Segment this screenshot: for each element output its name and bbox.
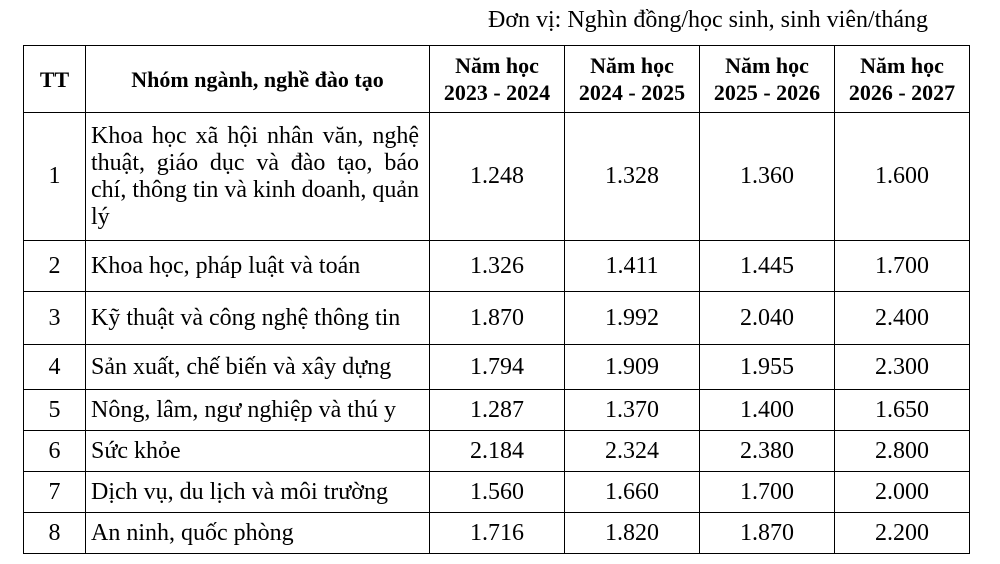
value-2023-2024: 1.287 xyxy=(430,390,565,431)
row-group-name: Khoa học xã hội nhân văn, nghệ thuật, giáo dục và đào tạo, báo chí, thông tin và kinh doanh, quản lý xyxy=(86,113,430,241)
row-number: 3 xyxy=(24,292,86,345)
header-tt: TT xyxy=(24,46,86,113)
value-2025-2026: 1.700 xyxy=(700,472,835,513)
row-number: 6 xyxy=(24,431,86,472)
value-2026-2027: 2.300 xyxy=(835,345,970,390)
header-year-2-range: 2024 - 2025 xyxy=(578,80,686,105)
value-2025-2026: 1.445 xyxy=(700,241,835,292)
value-2025-2026: 2.040 xyxy=(700,292,835,345)
value-2024-2025: 1.370 xyxy=(565,390,700,431)
header-year-3 xyxy=(700,46,835,113)
row-group-name: Sức khỏe xyxy=(86,431,430,472)
unit-note: Đơn vị: Nghìn đồng/học sinh, sinh viên/tháng xyxy=(487,7,928,33)
header-year-3-label: Năm học xyxy=(725,53,809,78)
table-row xyxy=(24,345,970,390)
table-row xyxy=(24,513,970,554)
header-year-3-range: 2025 - 2026 xyxy=(713,80,821,105)
value-2023-2024: 2.184 xyxy=(430,431,565,472)
table-row xyxy=(24,390,970,431)
row-group-name: Dịch vụ, du lịch và môi trường xyxy=(86,472,430,513)
header-year-4-label: Năm học xyxy=(860,53,944,78)
header-year-4-range: 2026 - 2027 xyxy=(848,80,956,105)
value-2024-2025: 1.328 xyxy=(565,113,700,241)
table-row xyxy=(24,292,970,345)
table-row xyxy=(24,472,970,513)
row-group-name: Kỹ thuật và công nghệ thông tin xyxy=(86,292,430,345)
tuition-table xyxy=(23,45,970,554)
value-2023-2024: 1.716 xyxy=(430,513,565,554)
value-2025-2026: 1.955 xyxy=(700,345,835,390)
value-2026-2027: 1.650 xyxy=(835,390,970,431)
value-2026-2027: 2.400 xyxy=(835,292,970,345)
value-2023-2024: 1.870 xyxy=(430,292,565,345)
row-group-name: Khoa học, pháp luật và toán xyxy=(86,241,430,292)
value-2023-2024: 1.794 xyxy=(430,345,565,390)
table-row xyxy=(24,431,970,472)
table-row xyxy=(24,241,970,292)
value-2023-2024: 1.248 xyxy=(430,113,565,241)
header-year-2 xyxy=(565,46,700,113)
value-2025-2026: 1.360 xyxy=(700,113,835,241)
value-2024-2025: 1.820 xyxy=(565,513,700,554)
row-group-name: Sản xuất, chế biến và xây dựng xyxy=(86,345,430,390)
value-2025-2026: 1.870 xyxy=(700,513,835,554)
value-2024-2025: 2.324 xyxy=(565,431,700,472)
header-year-1 xyxy=(430,46,565,113)
row-number: 5 xyxy=(24,390,86,431)
header-year-2-label: Năm học xyxy=(590,53,674,78)
row-number: 1 xyxy=(24,113,86,241)
table-header-row xyxy=(24,46,970,113)
value-2024-2025: 1.660 xyxy=(565,472,700,513)
value-2023-2024: 1.560 xyxy=(430,472,565,513)
row-group-name: An ninh, quốc phòng xyxy=(86,513,430,554)
value-2025-2026: 1.400 xyxy=(700,390,835,431)
header-year-1-label: Năm học xyxy=(455,53,539,78)
table-row xyxy=(24,113,970,241)
value-2024-2025: 1.909 xyxy=(565,345,700,390)
row-number: 4 xyxy=(24,345,86,390)
value-2024-2025: 1.992 xyxy=(565,292,700,345)
value-2025-2026: 2.380 xyxy=(700,431,835,472)
row-number: 7 xyxy=(24,472,86,513)
header-year-1-range: 2023 - 2024 xyxy=(443,80,551,105)
value-2024-2025: 1.411 xyxy=(565,241,700,292)
value-2023-2024: 1.326 xyxy=(430,241,565,292)
header-year-4 xyxy=(835,46,970,113)
header-group: Nhóm ngành, nghề đào tạo xyxy=(86,46,430,113)
row-number: 8 xyxy=(24,513,86,554)
value-2026-2027: 1.700 xyxy=(835,241,970,292)
row-group-name: Nông, lâm, ngư nghiệp và thú y xyxy=(86,390,430,431)
row-number: 2 xyxy=(24,241,86,292)
value-2026-2027: 2.200 xyxy=(835,513,970,554)
cropped-text-fragment xyxy=(220,557,620,564)
value-2026-2027: 1.600 xyxy=(835,113,970,241)
value-2026-2027: 2.000 xyxy=(835,472,970,513)
value-2026-2027: 2.800 xyxy=(835,431,970,472)
